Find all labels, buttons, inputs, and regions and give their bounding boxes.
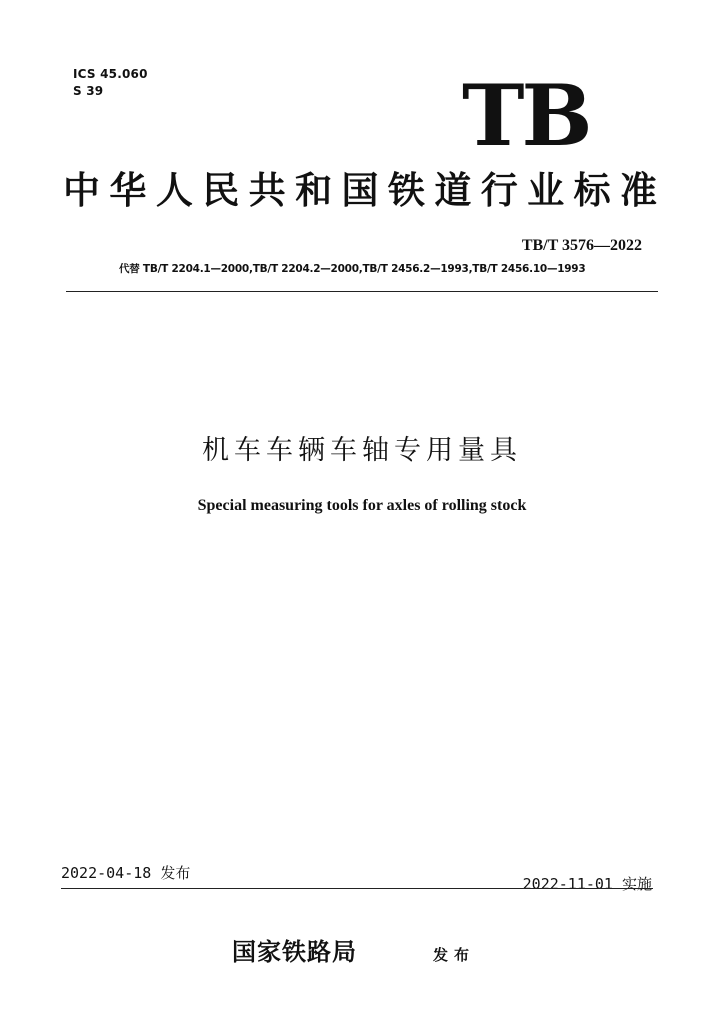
ics-code: ICS 45.060 xyxy=(73,67,148,81)
document-title-en: Special measuring tools for axles of rolling stock xyxy=(197,497,527,514)
replaces-standards: 代替 TB/T 2204.1—2000,TB/T 2204.2—2000,TB/T 2456.2—1993,TB/T 2456.10—1993 xyxy=(119,263,586,275)
ccs-code: S 39 xyxy=(73,84,104,98)
standard-number: TB/T 3576—2022 xyxy=(521,237,642,254)
tb-logo: TB xyxy=(462,66,590,165)
publisher-name: 国家铁路局 xyxy=(232,937,357,966)
implementation-date: 2022-11-01 实施 xyxy=(522,875,652,893)
standard-category-title: 中华人民共和国铁道行业标准 xyxy=(63,168,659,212)
document-title-cn: 机车车辆车轴专用量具 xyxy=(202,435,522,466)
issue-date: 2022-04-18 发布 xyxy=(61,864,191,882)
header-divider xyxy=(66,291,658,292)
footer-divider xyxy=(61,888,653,889)
publish-label: 发布 xyxy=(433,946,476,964)
classification-codes xyxy=(73,66,148,100)
